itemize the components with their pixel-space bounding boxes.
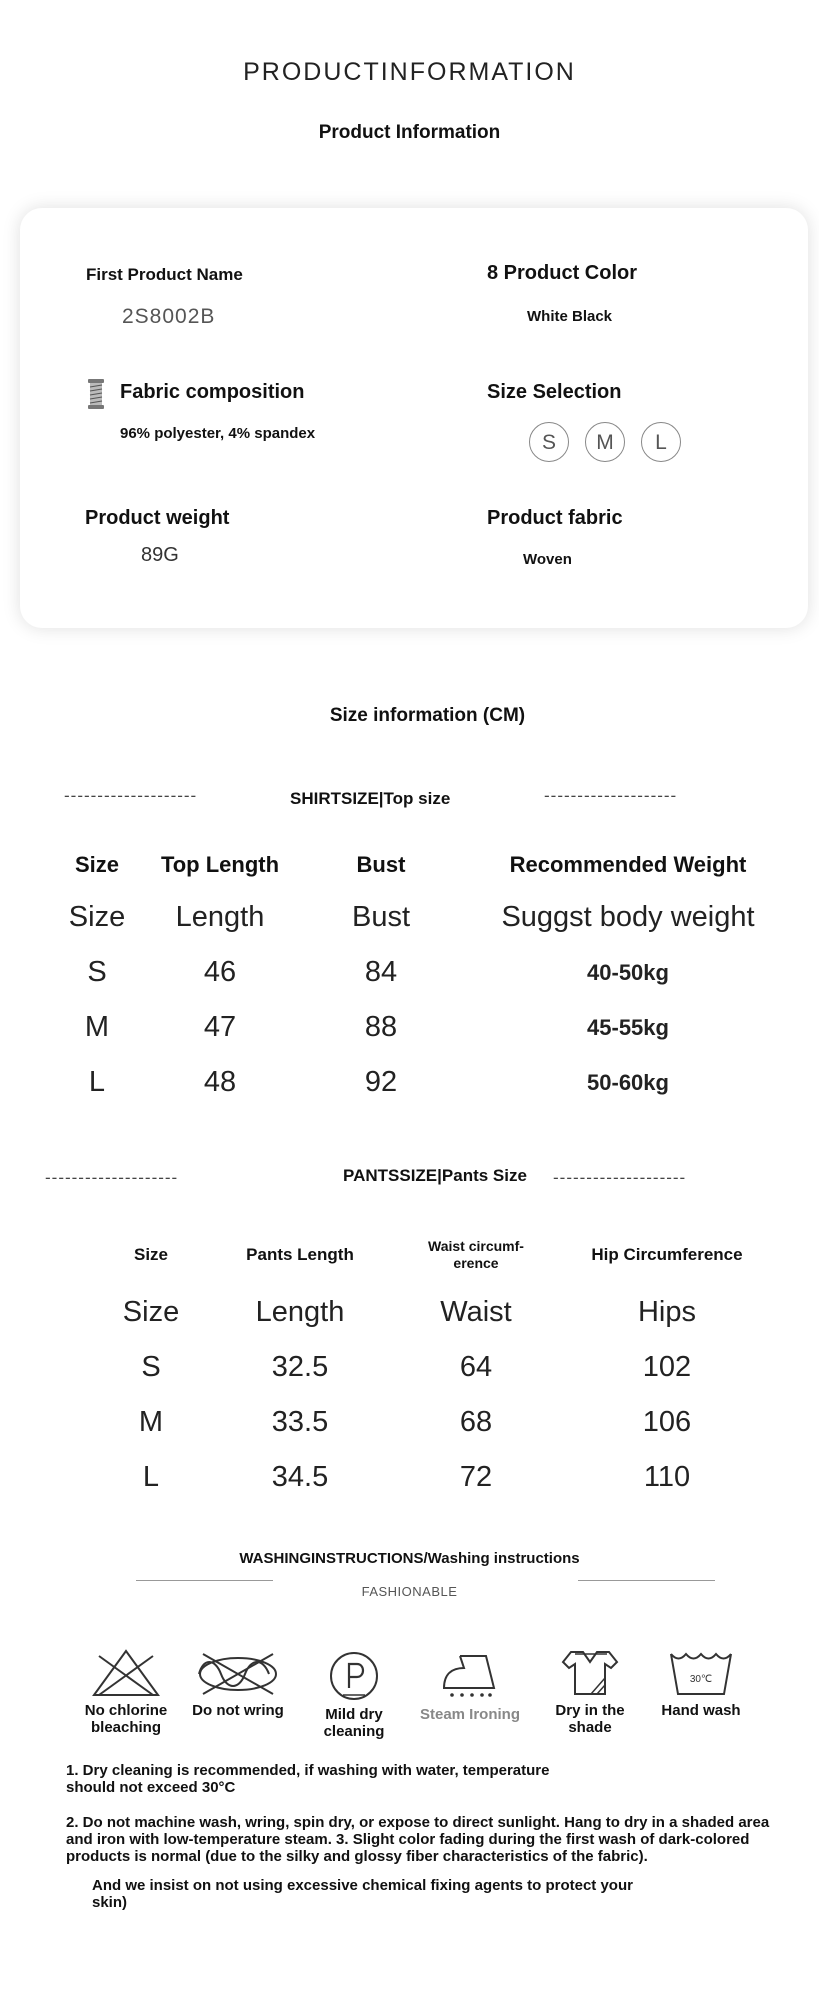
wash-temperature: 30℃ [689, 1674, 713, 1685]
table-cell: 68 [459, 1406, 493, 1438]
care-label-line: Steam Ironing [419, 1706, 520, 1723]
care-label-line: Do not wring [192, 1702, 284, 1719]
table-cell: 92 [364, 1066, 398, 1098]
care-item-no-chlorine [66, 1648, 186, 1736]
size-info-title: Size information (CM) [329, 705, 526, 726]
size-selection-label: Size Selection [487, 381, 622, 403]
steam-iron-icon [438, 1652, 502, 1702]
table-cell: 106 [642, 1406, 692, 1438]
hand-wash-icon [668, 1650, 734, 1698]
page-subtitle: Product Information [318, 122, 501, 143]
care-label [410, 1706, 530, 1723]
divider-line [578, 1580, 715, 1581]
care-note-2 [66, 1814, 806, 1865]
product-fabric-label: Product fabric [487, 507, 623, 529]
table-cell: 72 [459, 1461, 493, 1493]
shirt-size-label: SHIRTSIZE|Top size [290, 789, 451, 808]
table-header: Hip Circumference [591, 1245, 743, 1264]
mild-dry-clean-icon [328, 1650, 380, 1702]
table-cell: 33.5 [271, 1406, 329, 1438]
table-cell: L [88, 1066, 106, 1098]
table-cell: 47 [203, 1011, 237, 1043]
product-weight-value: 89G [141, 544, 179, 566]
product-name-value: 2S8002B [122, 305, 216, 328]
table-row [90, 1395, 770, 1450]
table-cell: 64 [459, 1351, 493, 1383]
fabric-composition-label: Fabric composition [120, 381, 305, 403]
table-cell: S [141, 1351, 161, 1383]
table-cell: Bust [351, 901, 411, 933]
table-cell: 110 [643, 1461, 691, 1493]
table-cell: M [138, 1406, 164, 1438]
table-header: Bust [356, 852, 406, 877]
care-label-line: shade [568, 1719, 612, 1736]
table-cell: Length [175, 901, 265, 933]
table-header-row [60, 840, 800, 890]
note-line: and iron with low-temperature steam. 3. Slight color fading during the first wash of dark-colored [66, 1831, 750, 1848]
table-cell: S [87, 956, 107, 988]
product-name-label: First Product Name [86, 265, 243, 284]
fashionable-tagline: FASHIONABLE [361, 1584, 458, 1599]
product-color-label: 8 Product Color [487, 262, 638, 284]
table-cell: Hips [637, 1296, 696, 1328]
divider-dashes: -------------------- [45, 1168, 179, 1187]
size-option-l[interactable]: L [641, 422, 681, 462]
care-item-steam-iron [410, 1652, 530, 1723]
table-cell: Length [255, 1296, 345, 1328]
table-cell: 48 [203, 1066, 237, 1098]
do-not-wring-icon [193, 1650, 283, 1698]
shirt-size-table [60, 840, 800, 1110]
pants-size-table [90, 1225, 770, 1505]
table-subheader-row [60, 890, 800, 945]
product-weight-label: Product weight [85, 507, 230, 529]
table-cell: 46 [203, 956, 237, 988]
table-cell: L [142, 1461, 160, 1493]
thread-spool-icon [86, 378, 106, 410]
table-cell: Waist [440, 1296, 512, 1328]
care-label-line: Dry in the [555, 1702, 625, 1719]
care-label [66, 1702, 186, 1736]
table-cell: 34.5 [271, 1461, 329, 1493]
care-item-hand-wash [641, 1650, 761, 1719]
table-cell: 84 [364, 956, 398, 988]
care-label-line: Hand wash [661, 1702, 741, 1719]
table-header [388, 1225, 564, 1285]
table-cell: 88 [364, 1011, 398, 1043]
table-cell: Suggst body weight [501, 901, 755, 933]
note-line: 1. Dry cleaning is recommended, if washing with water, temperature [66, 1762, 550, 1779]
care-item-do-not-wring [178, 1650, 298, 1719]
care-label [530, 1702, 650, 1736]
note-line: should not exceed 30°C [66, 1779, 236, 1796]
divider-dashes: -------------------- [544, 786, 678, 805]
care-item-mild-dry-clean [297, 1650, 411, 1740]
divider-dashes: -------------------- [64, 786, 198, 805]
divider-dashes: -------------------- [553, 1168, 687, 1187]
table-cell: 40-50kg [587, 959, 669, 985]
waist-header-line2: erence [453, 1255, 499, 1271]
no-chlorine-bleach-icon [91, 1648, 161, 1698]
care-label [178, 1702, 298, 1719]
table-cell: M [84, 1011, 110, 1043]
care-label-line: cleaning [323, 1723, 385, 1740]
note-line: 2. Do not machine wash, wring, spin dry, or expose to direct sunlight. Hang to dry in a shaded area [66, 1814, 770, 1831]
table-row [60, 1055, 800, 1110]
product-fabric-value: Woven [523, 551, 572, 568]
size-option-s[interactable]: S [529, 422, 569, 462]
care-label-line: No chlorine [84, 1702, 168, 1719]
table-header: Top Length [160, 852, 280, 877]
care-label-line: Mild dry [325, 1706, 383, 1723]
table-row [90, 1340, 770, 1395]
care-label-line: bleaching [90, 1719, 161, 1736]
table-header: Size [133, 1245, 169, 1264]
care-note-3 [92, 1877, 792, 1911]
table-cell: 45-55kg [587, 1014, 669, 1040]
note-line: And we insist on not using excessive chemical fixing agents to protect your [92, 1877, 633, 1894]
dry-in-shade-icon [559, 1648, 621, 1698]
size-option-m[interactable]: M [585, 422, 625, 462]
care-label [641, 1702, 761, 1719]
note-line: products is normal (due to the silky and glossy fiber characteristics of the fabric). [66, 1848, 648, 1865]
table-header: Size [74, 852, 120, 877]
table-header-row [90, 1225, 770, 1285]
page-title: PRODUCTINFORMATION [243, 58, 576, 86]
care-item-dry-in-shade [530, 1648, 650, 1736]
table-cell: 32.5 [271, 1351, 329, 1383]
note-line: skin) [92, 1894, 128, 1911]
table-row [60, 945, 800, 1000]
care-label [297, 1706, 411, 1740]
table-cell: Size [68, 901, 126, 933]
table-cell: 102 [642, 1351, 692, 1383]
table-header: Pants Length [246, 1245, 354, 1264]
table-header: Recommended Weight [509, 852, 747, 877]
table-cell: 50-60kg [587, 1069, 669, 1095]
washing-instructions-title: WASHINGINSTRUCTIONS/Washing instructions [239, 1550, 580, 1567]
waist-header-line1: Waist circumf- [428, 1238, 524, 1254]
pants-size-label: PANTSSIZE|Pants Size [343, 1166, 527, 1185]
product-color-value: White Black [527, 308, 613, 325]
care-note-1 [66, 1762, 786, 1796]
table-row [90, 1450, 770, 1505]
divider-line [136, 1580, 273, 1581]
table-cell: Size [122, 1296, 180, 1328]
table-subheader-row [90, 1285, 770, 1340]
table-row [60, 1000, 800, 1055]
fabric-composition-value: 96% polyester, 4% spandex [120, 425, 316, 442]
